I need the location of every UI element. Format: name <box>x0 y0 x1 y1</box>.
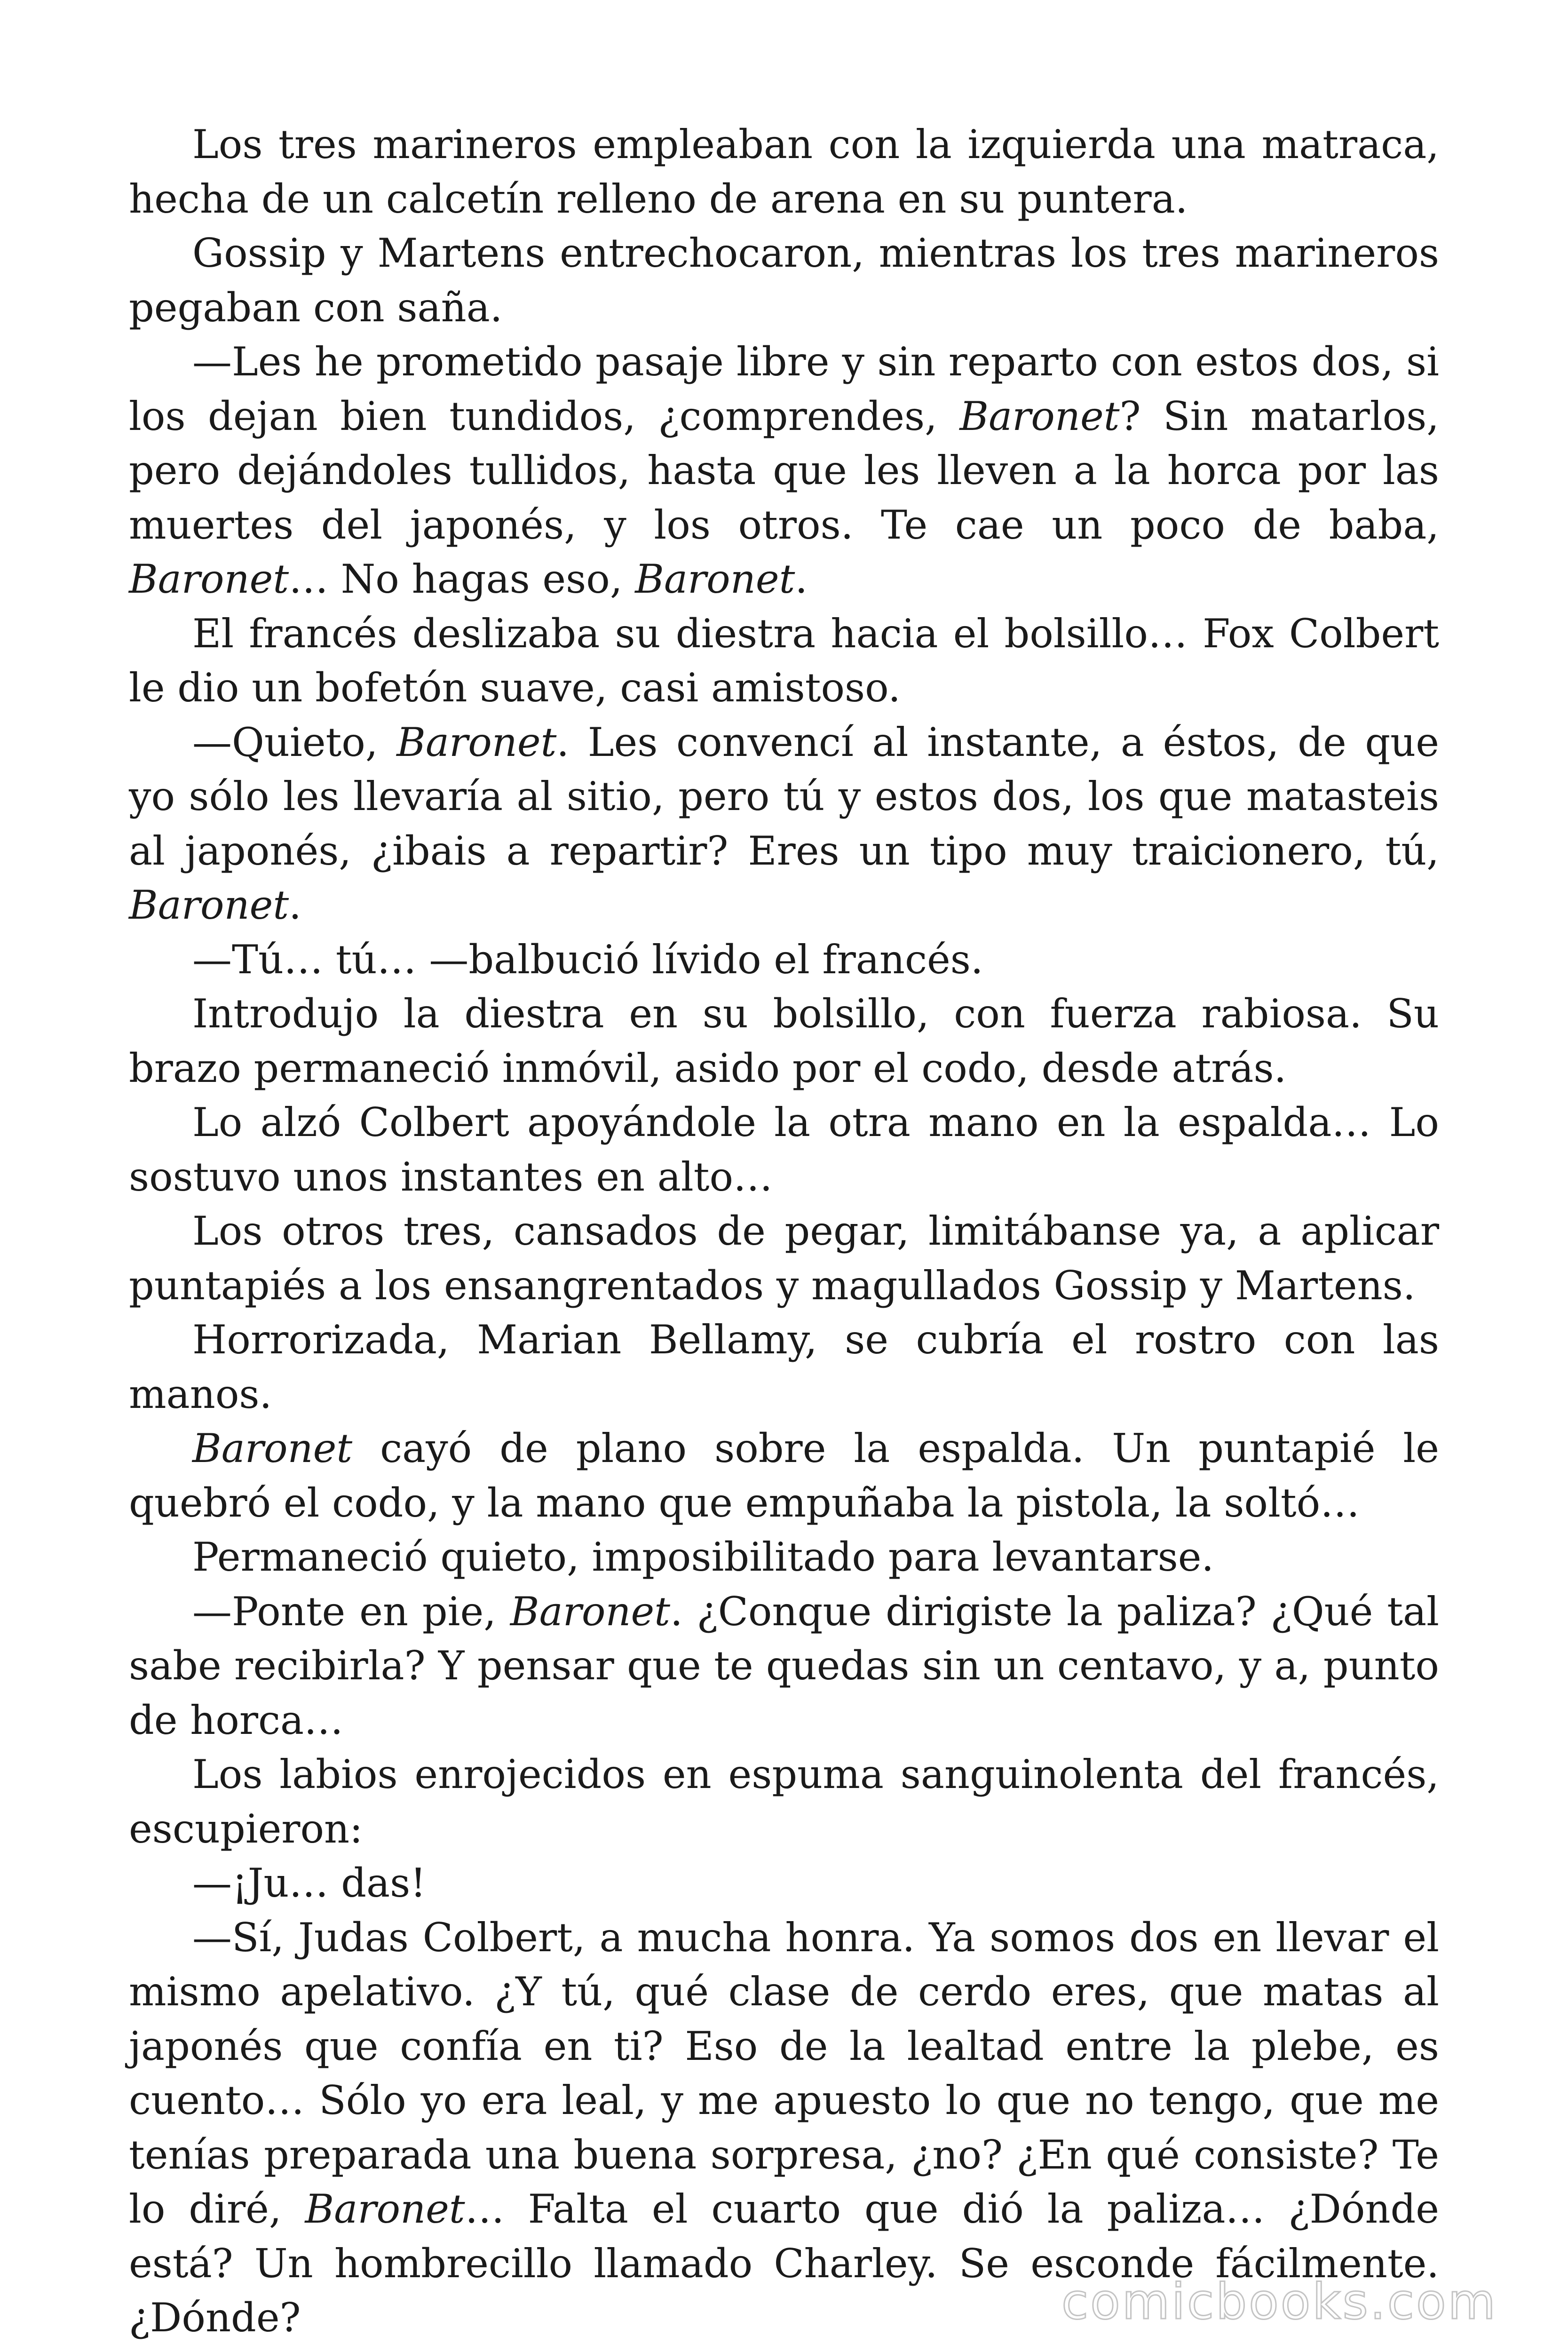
paragraph: —Ponte en pie, Baronet. ¿Conque dirigiste la paliza? ¿Qué tal sabe recibirla? Y pensar que te quedas sin un centavo, y a, punto de horca… <box>129 1588 1439 1743</box>
paragraph: Introdujo la diestra en su bolsillo, con fuerza rabiosa. Su brazo permaneció inmóvil, asido por el codo, desde atrás. <box>129 991 1439 1091</box>
italic-name: Baronet <box>305 2186 465 2232</box>
paragraph: Los labios enrojecidos en espuma sanguinolenta del francés, escupieron: <box>129 1751 1439 1852</box>
paragraph: —¡Ju… das! <box>192 1860 426 1906</box>
paragraph: —Tú… tú… —balbució lívido el francés. <box>192 936 983 983</box>
paragraph: Lo alzó Colbert apoyándole la otra mano en la espalda… Lo sostuvo unos instantes en alto… <box>129 1099 1439 1200</box>
italic-name: Baronet <box>396 719 557 765</box>
paragraph: Baronet cayó de plano sobre la espalda. Un puntapié le quebró el codo, y la mano que empuñaba la pistola, la soltó… <box>129 1425 1439 1526</box>
paragraph: Permaneció quieto, imposibilitado para levantarse. <box>192 1534 1214 1580</box>
paragraph: Los tres marineros empleaban con la izquierda una matraca, hecha de un calcetín relleno de arena en su puntera. <box>129 121 1439 222</box>
italic-name: Baronet <box>192 1425 353 1471</box>
paragraph: El francés deslizaba su diestra hacia el bolsillo… Fox Colbert le dio un bofetón suave, casi amistoso. <box>129 610 1439 711</box>
paragraph: —Quieto, Baronet. Les convencí al instante, a éstos, de que yo sólo les llevaría al sitio, pero tú y estos dos, los que matasteis al japonés, ¿ibais a repartir? Eres un tipo muy traicionero, tú, Baronet. <box>129 719 1439 928</box>
italic-name: Baronet <box>129 556 289 602</box>
watermark: comicbooks.com <box>1061 2273 1497 2330</box>
paragraph: Gossip y Martens entrechocaron, mientras los tres marineros pegaban con saña. <box>129 230 1439 331</box>
paragraph: —Les he prometido pasaje libre y sin reparto con estos dos, si los dejan bien tundidos, ¿comprendes, Baronet? Sin matarlos, pero dejándoles tullidos, hasta que les lleven a la horca por las muertes del japonés, y los otros. Te cae un poco de baba, Baronet… No hagas eso, Baronet. <box>129 339 1439 602</box>
italic-name: Baronet <box>635 556 795 602</box>
paragraph: Los otros tres, cansados de pegar, limitábanse ya, a aplicar puntapiés a los ensangrentados y magullados Gossip y Martens. <box>129 1208 1439 1309</box>
italic-name: Baronet <box>510 1588 670 1635</box>
paragraph: —Sí, Judas Colbert, a mucha honra. Ya somos dos en llevar el mismo apelativo. ¿Y tú, qué clase de cerdo eres, que matas al japonés que confía en ti? Eso de la lealtad entre la plebe, es cuento… Sólo yo era leal, y me apuesto lo que no tengo, que me tenías preparada una buena sorpresa, ¿no? ¿En qué consiste? Te lo diré, Baronet… Falta el cuarto que dió la paliza… ¿Dónde está? Un hombrecillo llamado Charley. Se esconde fácilmente. ¿Dónde? <box>129 1914 1440 2341</box>
italic-name: Baronet <box>129 882 289 928</box>
italic-name: Baronet <box>959 393 1120 439</box>
paragraph: Horrorizada, Marian Bellamy, se cubría el rostro con las manos. <box>129 1317 1439 1417</box>
page-body <box>129 118 1439 2345</box>
